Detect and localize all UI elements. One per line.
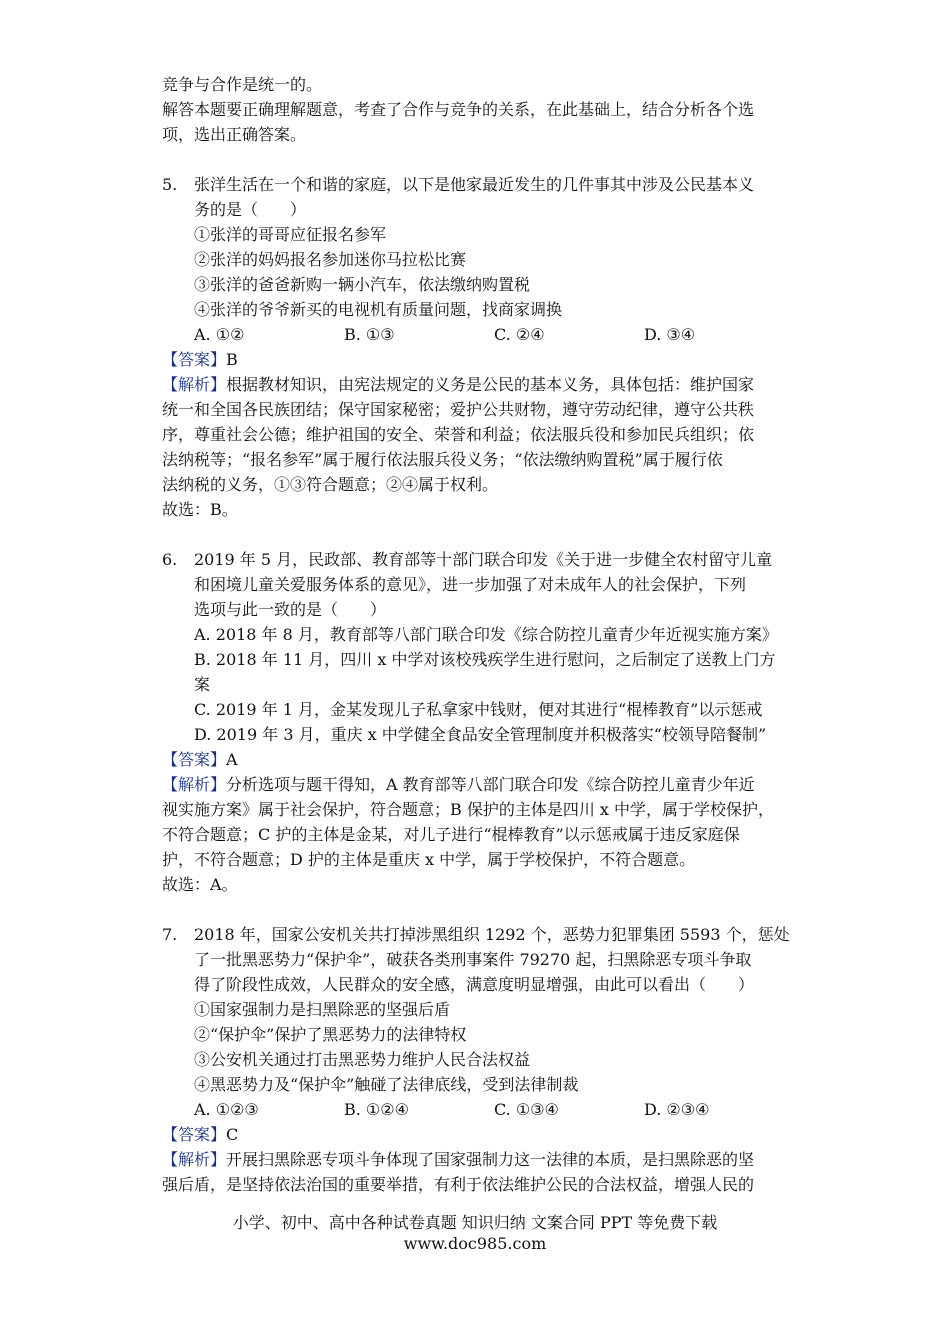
question-stem-line: 2019 年 5 月，民政部、教育部等十部门联合印发《关于进一步健全农村留守儿童 [194,550,773,569]
intro-line-1: 竞争与合作是统一的。 [162,75,323,94]
question-stem-line: 得了阶段性成效，人民群众的安全感，满意度明显增强，由此可以看出（ ） [194,975,755,994]
footer-tagline: 小学、初中、高中各种试卷真题 知识归纳 文案合同 PPT 等免费下载 [232,1213,718,1232]
analysis-line: 法纳税的义务，①③符合题意；②④属于权利。 [162,475,499,494]
answer-line [162,347,238,372]
footer-url[interactable]: www.doc985.com [403,1234,547,1253]
analysis-tag: 【解析】 [162,1150,227,1169]
analysis-line [162,372,754,397]
analysis-line: 序，尊重社会公德；维护祖国的安全、荣誉和利益；依法服兵役和参加民兵组织；依 [162,425,755,444]
option-a: A. 2018 年 8 月，教育部等八部门联合印发《综合防控儿童青少年近视实施方案》 [194,625,778,644]
answer-tag: 【答案】 [162,1125,227,1144]
analysis-line [162,1147,754,1172]
question-number: 7. [162,925,178,944]
answer-tag: 【答案】 [162,350,227,369]
option-c: C. ①③④ [494,1100,559,1119]
conclusion-line: 故选：B。 [162,500,238,519]
conclusion-line: 故选：A。 [162,875,238,894]
analysis-text: 根据教材知识，由宪法规定的义务是公民的基本义务，具体包括：维护国家 [226,375,755,394]
statement-item: ③公安机关通过打击黑恶势力维护人民合法权益 [194,1050,531,1069]
option-d: D. ③④ [644,325,696,344]
statement-item: ④黑恶势力及“保护伞”触碰了法律底线，受到法律制裁 [194,1075,579,1094]
option-c: C. ②④ [494,325,545,344]
answer-value: A [226,750,238,769]
option-b: B. ①③ [344,325,395,344]
intro-line-3: 项，选出正确答案。 [162,125,307,144]
analysis-line: 护，不符合题意；D 护的主体是重庆 x 中学，属于学校保护，不符合题意。 [162,850,696,869]
option-a: A. ①②③ [194,1100,259,1119]
question-stem-line: 选项与此一致的是（ ） [194,600,387,619]
answer-line [162,1122,238,1147]
question-stem-line: 了一批黑恶势力“保护伞”，破获各类刑事案件 79270 起，扫黑除恶专项斗争取 [194,950,752,969]
analysis-line [162,772,755,797]
option-a: A. ①② [194,325,245,344]
question-number: 5. [162,175,178,194]
answer-value: C [226,1125,239,1144]
option-c: C. 2019 年 1 月，金某发现儿子私拿家中钱财，便对其进行“棍棒教育”以示惩戒 [194,700,763,719]
analysis-text: 开展扫黑除恶专项斗争体现了国家强制力这一法律的本质，是扫黑除恶的坚 [226,1150,755,1169]
statement-item: ②张洋的妈妈报名参加迷你马拉松比赛 [194,250,467,269]
statement-item: ③张洋的爸爸新购一辆小汽车，依法缴纳购置税 [194,275,531,294]
analysis-line: 法纳税等；“报名参军”属于履行依法服兵役义务；“依法缴纳购置税”属于履行依 [162,450,723,469]
question-stem-line: 张洋生活在一个和谐的家庭，以下是他家最近发生的几件事其中涉及公民基本义 [194,175,755,194]
analysis-line: 视实施方案》属于社会保护，符合题意；B 保护的主体是四川 x 中学，属于学校保护， [162,800,775,819]
answer-line [162,747,238,772]
option-b: B. ①②④ [344,1100,409,1119]
option-d: D. ②③④ [644,1100,710,1119]
option-d: D. 2019 年 3 月，重庆 x 中学健全食品安全管理制度并积极落实“校领导陪餐制” [194,725,767,744]
analysis-line: 不符合题意；C 护的主体是金某，对儿子进行“棍棒教育”以示惩戒属于违反家庭保 [162,825,740,844]
question-stem-line: 和困境儿童关爱服务体系的意见》，进一步加强了对未成年人的社会保护，下列 [194,575,747,594]
statement-item: ②“保护伞”保护了黑恶势力的法律特权 [194,1025,467,1044]
option-b-continued: 案 [194,675,211,694]
statement-item: ①国家强制力是扫黑除恶的坚强后盾 [194,1000,451,1019]
analysis-line: 统一和全国各民族团结；保守国家秘密；爱护公共财物，遵守劳动纪律，遵守公共秩 [162,400,755,419]
analysis-tag: 【解析】 [162,775,227,794]
analysis-line: 强后盾，是坚持依法治国的重要举措，有利于依法维护公民的合法权益，增强人民的 [162,1175,755,1194]
question-number: 6. [162,550,178,569]
analysis-text: 分析选项与题干得知，A 教育部等八部门联合印发《综合防控儿童青少年近 [226,775,755,794]
analysis-tag: 【解析】 [162,375,227,394]
intro-line-2: 解答本题要正确理解题意，考查了合作与竞争的关系，在此基础上，结合分析各个选 [162,100,755,119]
question-stem-line: 2018 年，国家公安机关共打掉涉黑组织 1292 个，恶势力犯罪集团 5593 个，惩处 [194,925,790,944]
statement-item: ④张洋的爷爷新买的电视机有质量问题，找商家调换 [194,300,563,319]
statement-item: ①张洋的哥哥应征报名参军 [194,225,387,244]
answer-tag: 【答案】 [162,750,227,769]
option-b: B. 2018 年 11 月，四川 x 中学对该校残疾学生进行慰问，之后制定了送教上门方 [194,650,776,669]
answer-value: B [226,350,238,369]
question-stem-line: 务的是（ ） [194,200,307,219]
